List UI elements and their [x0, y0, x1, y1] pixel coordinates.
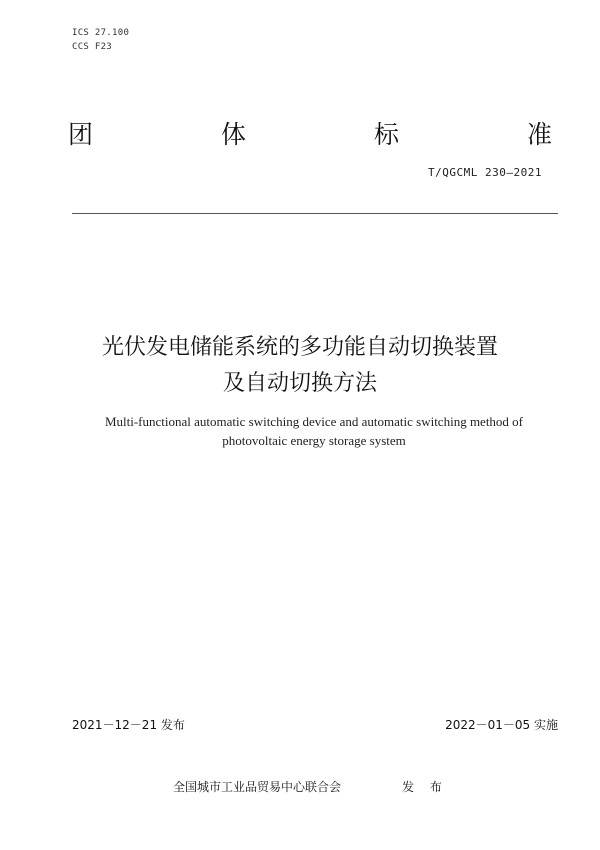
header-divider	[72, 213, 558, 214]
header-title-char: 标	[374, 120, 400, 149]
header-title-char: 准	[527, 120, 553, 149]
ics-code: ICS 27.100	[72, 28, 130, 38]
publish-label: 发 布	[402, 780, 448, 794]
header-title-char: 团	[68, 120, 94, 149]
title-chinese-line-1: 光伏发电储能系统的多功能自动切换装置	[101, 335, 498, 360]
title-english-line-2: photovoltaic energy storage system	[222, 433, 406, 448]
title-english-line-1: Multi-functional automatic switching device and automatic switching method of	[104, 414, 524, 429]
title-chinese-line-2: 及自动切换方法	[222, 371, 377, 396]
header-title-char: 体	[221, 120, 247, 149]
ccs-code: CCS F23	[72, 42, 113, 52]
issue-date: 2021－12－21 发布	[72, 718, 185, 732]
publisher-name: 全国城市工业品贸易中心联合会	[173, 780, 342, 794]
implementation-date: 2022－01－05 实施	[445, 718, 558, 732]
standard-number: T/QGCML 230—2021	[428, 166, 542, 179]
